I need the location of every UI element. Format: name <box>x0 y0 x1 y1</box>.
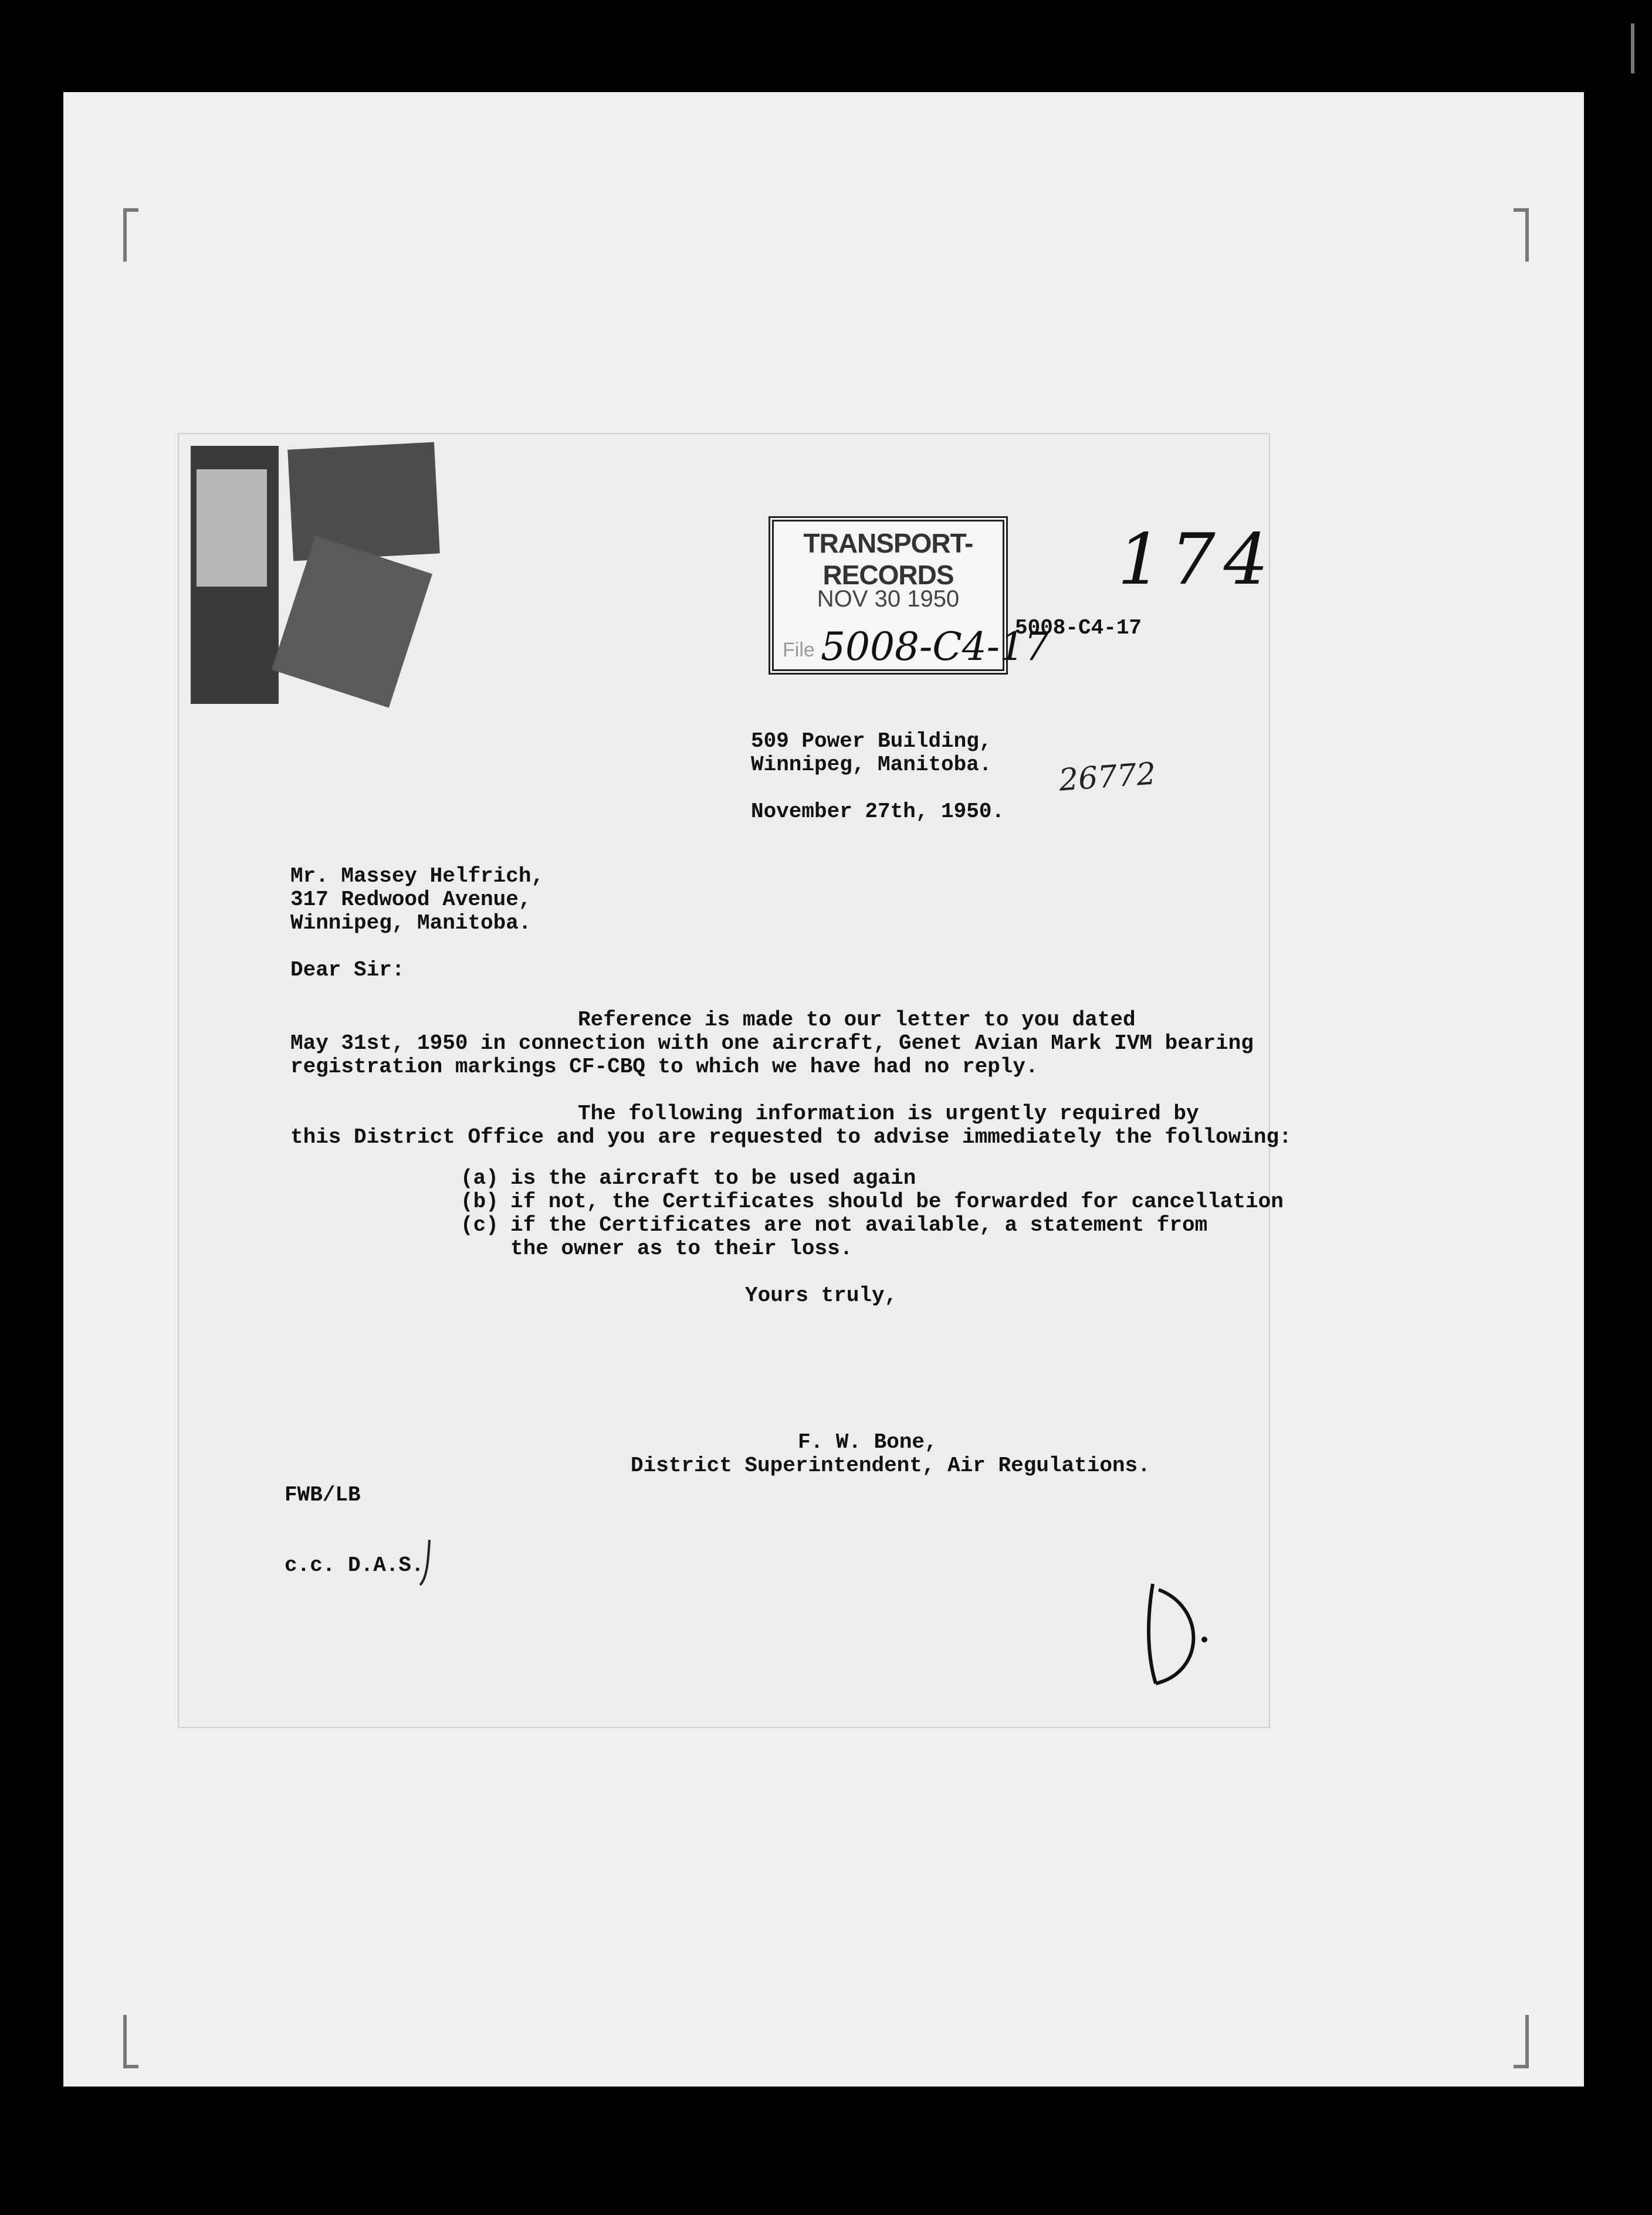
paragraph-line: The following information is urgently required by <box>578 1102 1199 1126</box>
list-item-continuation: the owner as to their loss. <box>510 1237 853 1261</box>
stamp-title: TRANSPORT-RECORDS <box>803 528 973 590</box>
signatory-name: F. W. Bone, <box>798 1430 937 1454</box>
list-marker: (b) <box>461 1190 499 1214</box>
handwritten-page-number: 174 <box>1118 519 1277 601</box>
salutation: Dear Sir: <box>290 958 405 982</box>
crop-mark-bottom-right <box>1514 2015 1529 2068</box>
recipient-line: 317 Redwood Avenue, <box>290 888 532 912</box>
stamp-date: NOV 30 1950 <box>817 586 960 612</box>
letter-date: November 27th, 1950. <box>751 800 1005 824</box>
carbon-copy: c.c. D.A.S. <box>285 1553 424 1577</box>
list-marker: (a) <box>461 1166 499 1190</box>
handwritten-number: 26772 <box>1058 756 1157 798</box>
handwritten-initial-mark <box>1135 1572 1211 1689</box>
letter-page <box>179 434 1292 1727</box>
list-marker: (c) <box>461 1213 499 1237</box>
closing: Yours truly, <box>745 1283 898 1308</box>
recipient-line: Winnipeg, Manitoba. <box>290 911 532 935</box>
tape-strip <box>272 536 432 707</box>
list-item: is the aircraft to be used again <box>510 1166 916 1190</box>
stamp-file-handwritten: 5008-C4-17 <box>821 624 1050 669</box>
stamp-file-label: File <box>783 639 815 661</box>
sender-address-line: Winnipeg, Manitoba. <box>751 753 992 777</box>
records-stamp <box>769 516 1050 675</box>
recipient-line: Mr. Massey Helfrich, <box>290 864 544 888</box>
tape-strip <box>287 442 440 561</box>
checkmark-icon <box>417 1537 434 1590</box>
paragraph-line: this District Office and you are requested to advise immediately the following: <box>290 1125 1292 1149</box>
crop-mark-top-left <box>123 208 138 262</box>
file-reference: 5008-C4-17 <box>1015 616 1142 640</box>
crop-mark-bottom-left <box>123 2015 138 2068</box>
typist-initials: FWB/LB <box>285 1483 361 1507</box>
signatory-title: District Superintendent, Air Regulations. <box>631 1454 1150 1478</box>
list-item: if not, the Certificates should be forwarded for cancellation <box>510 1190 1284 1214</box>
paragraph-line: Reference is made to our letter to you dated <box>578 1008 1136 1032</box>
crop-mark-top-right <box>1514 208 1529 262</box>
paragraph-line: May 31st, 1950 in connection with one aircraft, Genet Avian Mark IVM bearing <box>290 1031 1254 1055</box>
sender-address-line: 509 Power Building, <box>751 729 992 753</box>
list-item: if the Certificates are not available, a statement from <box>510 1213 1208 1237</box>
frame-edge-mark <box>1625 23 1634 73</box>
tape-highlight <box>197 469 267 587</box>
paragraph-line: registration markings CF-CBQ to which we have had no reply. <box>290 1055 1038 1079</box>
